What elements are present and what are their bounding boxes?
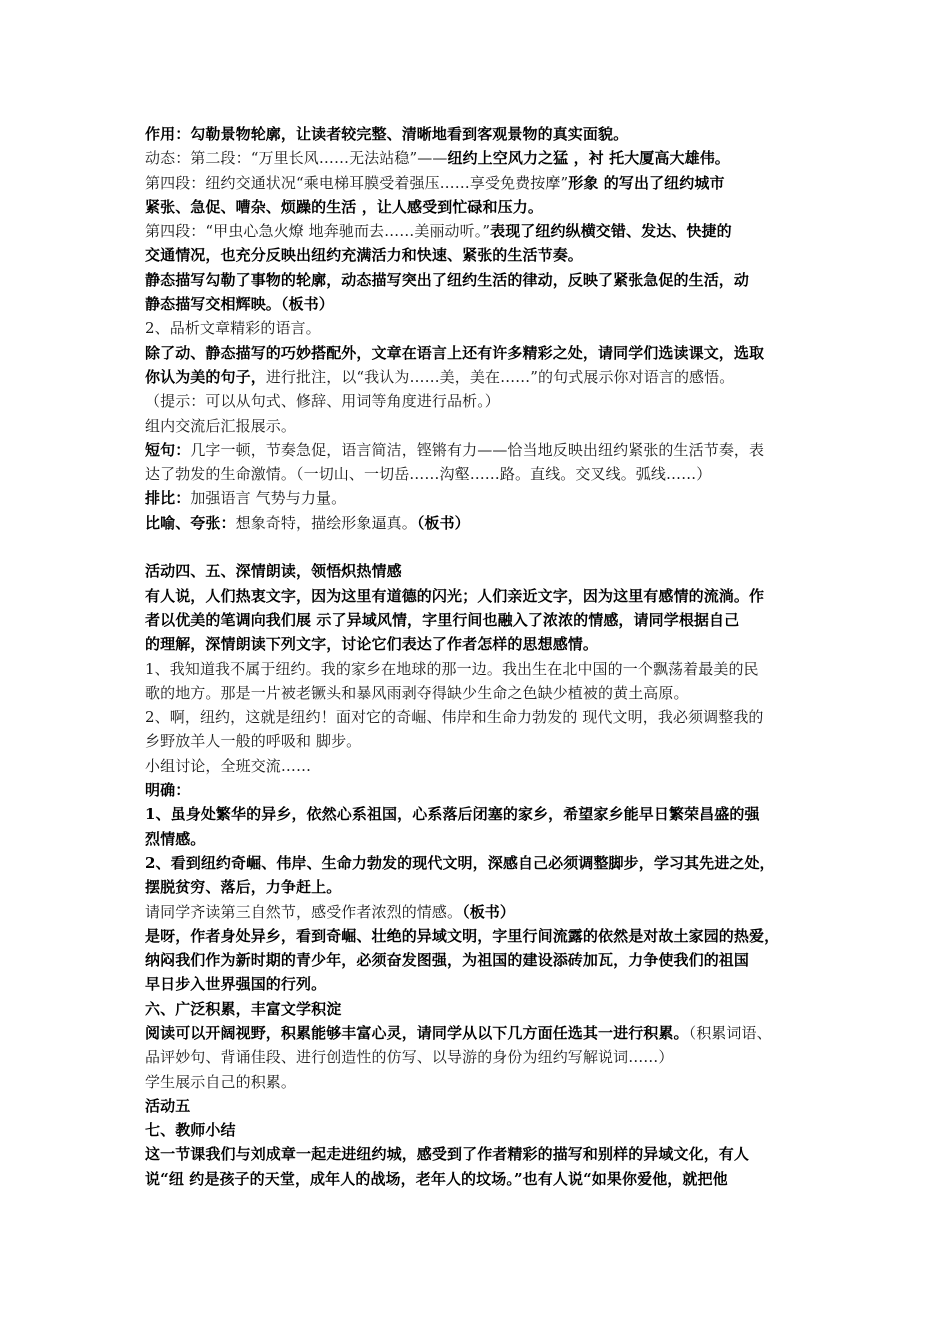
bold-text: 静态描写交相辉映。（板书） <box>145 295 334 314</box>
text-line <box>145 997 815 1021</box>
text-line <box>145 195 815 219</box>
text-line <box>145 511 815 535</box>
bold-text: 者以优美的笔调向我们展 示了异域风情，字里行间也融入了浓浓的情感，请同学根据自己 <box>145 610 740 629</box>
text-line <box>145 414 815 438</box>
plain-text: 达了勃发的生命激情。（一切山、一切岳……沟壑……路。直线。交叉线。弧线……） <box>145 465 712 484</box>
plain-text: 品评妙句、背诵佳段、进行创造性的仿写、以导游的身份为纽约写解说词……） <box>145 1048 674 1067</box>
plain-text: 歌的地方。那是一片被老镢头和暴风雨剥夺得缺少生命之色缺少植被的黄土高原。 <box>145 683 689 702</box>
plain-text: 几字一顿，节奏急促，语言简洁，铿锵有力——恰当地反映出纽约紧张的生活节奏，表 <box>190 440 765 459</box>
section-heading: 七、教师小结 <box>145 1121 236 1140</box>
text-line <box>145 608 815 632</box>
bold-text: 烈情感。 <box>145 829 206 848</box>
plain-text: 学生展示自己的积累。 <box>145 1072 297 1091</box>
bold-text: 纽约上空风力之猛 ，衬 托大厦高大雄伟。 <box>447 149 730 168</box>
bold-text: 摆脱贫穷、落后，力争赶上。 <box>145 878 342 897</box>
plain-text: 乡野放羊人一般的呼吸和 脚步。 <box>145 732 362 751</box>
bold-text: 这一节课我们与刘成章一起走进纽约城，感受到了作者精彩的描写和别样的异域文化，有人 <box>145 1145 750 1164</box>
bold-text: 有人说，人们热衷文字，因为这里有道德的闪光；人们亲近文字，因为这里有感情的流淌。作 <box>145 586 765 605</box>
text-line <box>145 438 815 462</box>
text-line <box>145 657 815 681</box>
blank-line <box>145 535 815 559</box>
bold-text: 1、虽身处繁华的异乡，依然心系祖国，心系落后闭塞的家乡，希望家乡能早日繁荣昌盛的强 <box>145 805 760 824</box>
bold-text: 明确： <box>145 781 191 800</box>
plain-text: （积累词语、 <box>688 1023 772 1042</box>
text-line <box>145 389 815 413</box>
plain-text: 小组讨论，全班交流…… <box>145 756 312 775</box>
text-line <box>145 778 815 802</box>
bold-text: 排比： <box>145 489 191 508</box>
text-line <box>145 924 815 948</box>
text-line <box>145 851 815 875</box>
bold-text: 交通情况，也充分反映出纽约充满活力和快速、紧张的生活节奏。 <box>145 246 583 265</box>
text-line <box>145 365 815 389</box>
bold-text: 形象 的写出了纽约城市 <box>568 173 725 192</box>
bold-text: 纳闷我们作为新时期的青少年，必须奋发图强，为祖国的建设添砖加瓦，力争使我们的祖国 <box>145 951 750 970</box>
section-heading: 活动五 <box>145 1096 191 1115</box>
section-heading: 活动四、五、深情朗读，领悟炽热情感 <box>145 562 402 581</box>
bold-text: 表现了纽约纵横交错、发达、快捷的 <box>490 222 732 241</box>
plain-text: 第四段：“甲虫心急火燎 地奔驰而去……美丽动听。” <box>145 222 491 241</box>
bold-text: 你认为美的句子， <box>145 367 266 386</box>
text-line <box>145 900 815 924</box>
text-line <box>145 171 815 195</box>
bold-text: 除了动、静态描写的巧妙搭配外，文章在语言上还有许多精彩之处，请同学们选读课文，选取 <box>145 343 765 362</box>
text-line <box>145 1070 815 1094</box>
text-line <box>145 584 815 608</box>
bold-text: 的理解，深情朗读下列文字，讨论它们表达了作者怎样的思想感情。 <box>145 635 599 654</box>
bold-text: 作用：勾勒景物轮廓，让读者较完整、清晰地看到客观景物的真实面貌。 <box>145 125 629 143</box>
plain-text: 动态：第二段：“万里长风……无法站稳”—— <box>145 149 448 168</box>
text-line <box>145 754 815 778</box>
text-line <box>145 462 815 486</box>
text-line <box>145 827 815 851</box>
plain-text: 组内交流后汇报展示。 <box>145 416 297 435</box>
plain-text: （提示：可以从句式、修辞、用词等角度进行品析。） <box>145 392 500 411</box>
text-line <box>145 1021 815 1045</box>
text-line <box>145 122 815 146</box>
bold-text: 静态描写勾勒了事物的轮廓，动态描写突出了纽约生活的律动，反映了紧张急促的生活，动 <box>145 270 750 289</box>
text-line <box>145 341 815 365</box>
plain-text: 请同学齐读第三自然节，感受作者浓烈的情感。 <box>145 902 463 921</box>
bold-text: 阅读可以开阔视野，积累能够丰富心灵，请同学从以下几方面任选其一进行积累。 <box>145 1023 689 1042</box>
plain-text: 进行批注，以“我认为……美，美在……”的句式展示你对语言的感悟。 <box>265 367 735 386</box>
plain-text: 1、我知道我不属于纽约。我的家乡在地球的那一边。我出生在北中国的一个飘荡着最美的民 <box>145 659 759 678</box>
text-line <box>145 681 815 705</box>
bold-text: 紧张、急促、嘈杂、烦躁的生活 ，让人感受到忙碌和压力。 <box>145 197 543 216</box>
text-line <box>145 875 815 899</box>
text-line <box>145 1118 815 1142</box>
text-line <box>145 316 815 340</box>
bold-text: （板书） <box>416 513 470 532</box>
text-line <box>145 705 815 729</box>
text-line <box>145 146 815 170</box>
bold-text: 早日步入世界强国的行列。 <box>145 975 327 994</box>
text-line <box>145 972 815 996</box>
text-line <box>145 292 815 316</box>
plain-text: 想象奇特，描绘形象逼真。 <box>235 513 417 532</box>
bold-text: （板书） <box>462 902 516 921</box>
section-heading: 六、广泛积累，丰富文学积淀 <box>145 999 342 1018</box>
bold-text: 2、看到纽约奇崛、伟岸、生命力勃发的现代文明，深感自己必须调整脚步，学习其先进之处， <box>145 853 775 872</box>
text-line <box>145 948 815 972</box>
text-line <box>145 729 815 753</box>
text-line <box>145 268 815 292</box>
text-line <box>145 1167 815 1191</box>
text-line <box>145 1142 815 1166</box>
bold-text: 短句： <box>145 440 191 459</box>
plain-text: 加强语言 气势与力量。 <box>190 489 347 508</box>
text-line <box>145 1094 815 1118</box>
text-line <box>145 243 815 267</box>
text-line <box>145 1045 815 1069</box>
bold-text: 比喻、夸张： <box>145 513 236 532</box>
document-body <box>145 122 815 1191</box>
text-line <box>145 632 815 656</box>
bold-text: 是呀，作者身处异乡，看到奇崛、壮绝的异域文明，字里行间流露的依然是对故土家园的热爱， <box>145 926 780 945</box>
text-line <box>145 219 815 243</box>
plain-text: 2、品析文章精彩的语言。 <box>145 319 321 338</box>
bold-text: 说“纽 约是孩子的天堂，成年人的战场，老年人的坟场。”也有人说“如果你爱他，就把他 <box>145 1169 728 1188</box>
plain-text: 第四段：纽约交通状况“乘电梯耳膜受着强压……享受免费按摩” <box>145 173 569 192</box>
plain-text: 2、啊，纽约，这就是纽约！面对它的奇崛、伟岸和生命力勃发的 现代文明，我必须调整我的 <box>145 708 764 727</box>
text-line <box>145 559 815 583</box>
text-line <box>145 486 815 510</box>
text-line <box>145 802 815 826</box>
